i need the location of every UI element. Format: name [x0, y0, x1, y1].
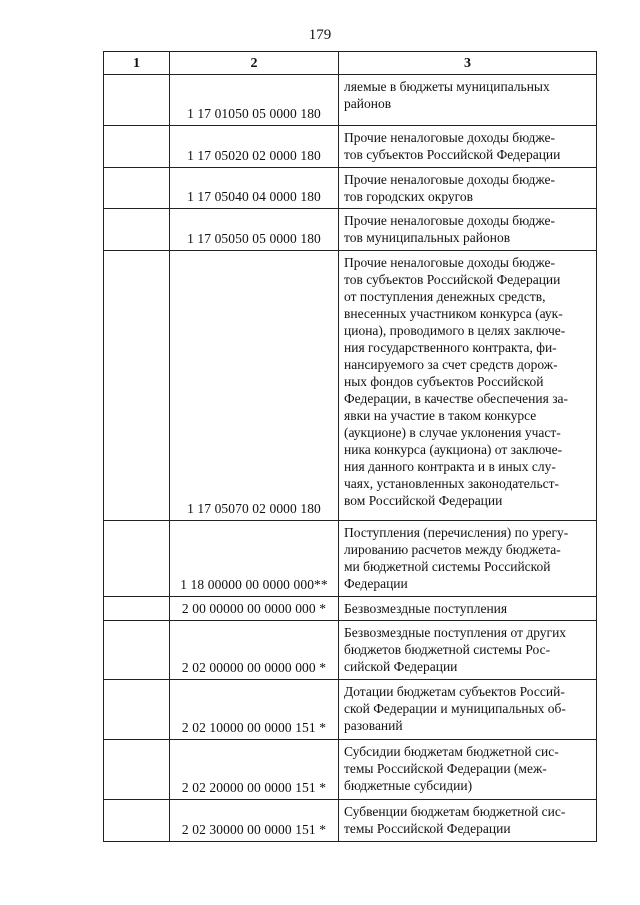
income-description: Прочие неналоговые доходы бюдже- тов муниципальных районов	[339, 209, 597, 251]
income-code: 2 02 00000 00 0000 000 *	[170, 621, 339, 680]
income-code: 1 17 01050 05 0000 180	[170, 75, 339, 126]
table-row	[104, 126, 597, 168]
empty-cell	[104, 168, 170, 209]
income-code: 1 17 05020 02 0000 180	[170, 126, 339, 168]
income-code: 1 17 05040 04 0000 180	[170, 168, 339, 209]
header-col-2: 2	[170, 52, 339, 75]
empty-cell	[104, 521, 170, 597]
table-row	[104, 740, 597, 800]
header-col-1: 1	[104, 52, 170, 75]
table-row	[104, 168, 597, 209]
income-description: Субвенции бюджетам бюджетной сис- темы Российской Федерации	[339, 800, 597, 842]
table-header	[104, 52, 597, 75]
table-row	[104, 251, 597, 521]
header-col-3: 3	[339, 52, 597, 75]
empty-cell	[104, 680, 170, 740]
table-row	[104, 680, 597, 740]
income-description: Поступления (перечисления) по урегу- лированию расчетов между бюджета- ми бюджетной системы Российской Федерации	[339, 521, 597, 597]
table-row	[104, 800, 597, 842]
income-code: 1 18 00000 00 0000 000**	[170, 521, 339, 597]
table-row	[104, 521, 597, 597]
table-row	[104, 621, 597, 680]
empty-cell	[104, 621, 170, 680]
income-code: 2 02 30000 00 0000 151 *	[170, 800, 339, 842]
income-description: ляемые в бюджеты муниципальных районов	[339, 75, 597, 126]
income-code: 2 02 20000 00 0000 151 *	[170, 740, 339, 800]
empty-cell	[104, 740, 170, 800]
income-description: Прочие неналоговые доходы бюдже- тов городских округов	[339, 168, 597, 209]
table-row	[104, 209, 597, 251]
table-row	[104, 597, 597, 621]
income-code: 2 02 10000 00 0000 151 *	[170, 680, 339, 740]
empty-cell	[104, 126, 170, 168]
income-description: Безвозмездные поступления от других бюджетов бюджетной системы Рос- сийской Федерации	[339, 621, 597, 680]
empty-cell	[104, 251, 170, 521]
empty-cell	[104, 75, 170, 126]
empty-cell	[104, 209, 170, 251]
income-description: Прочие неналоговые доходы бюдже- тов субъектов Российской Федерации	[339, 126, 597, 168]
header-row	[104, 52, 597, 75]
income-description: Субсидии бюджетам бюджетной сис- темы Российской Федерации (меж- бюджетные субсидии)	[339, 740, 597, 800]
budget-classification-table	[103, 51, 597, 842]
empty-cell	[104, 597, 170, 621]
income-description: Безвозмездные поступления	[339, 597, 597, 621]
table-body	[104, 75, 597, 842]
income-code: 2 00 00000 00 0000 000 *	[170, 597, 339, 621]
table-row	[104, 75, 597, 126]
page-number: 179	[308, 27, 332, 43]
income-description: Прочие неналоговые доходы бюдже- тов субъектов Российской Федерации от поступления денежных средств, внесенных участником конкурса (аук- циона), проводимого в целях заключе- ния государственного контракта, фи- нансируемого за счет средств дорож- ных фондов субъектов Российской Федерации, в качестве обеспечения за- явки на участие в таком конкурсе (аукционе) в случае уклонения участ- ника конкурса (аукциона) от заключе- ния данного контракта и в иных слу- чаях, установленных законодательст- вом Российской Федерации	[339, 251, 597, 521]
income-description: Дотации бюджетам субъектов Россий- ской Федерации и муниципальных об- разований	[339, 680, 597, 740]
income-code: 1 17 05050 05 0000 180	[170, 209, 339, 251]
income-code: 1 17 05070 02 0000 180	[170, 251, 339, 521]
empty-cell	[104, 800, 170, 842]
